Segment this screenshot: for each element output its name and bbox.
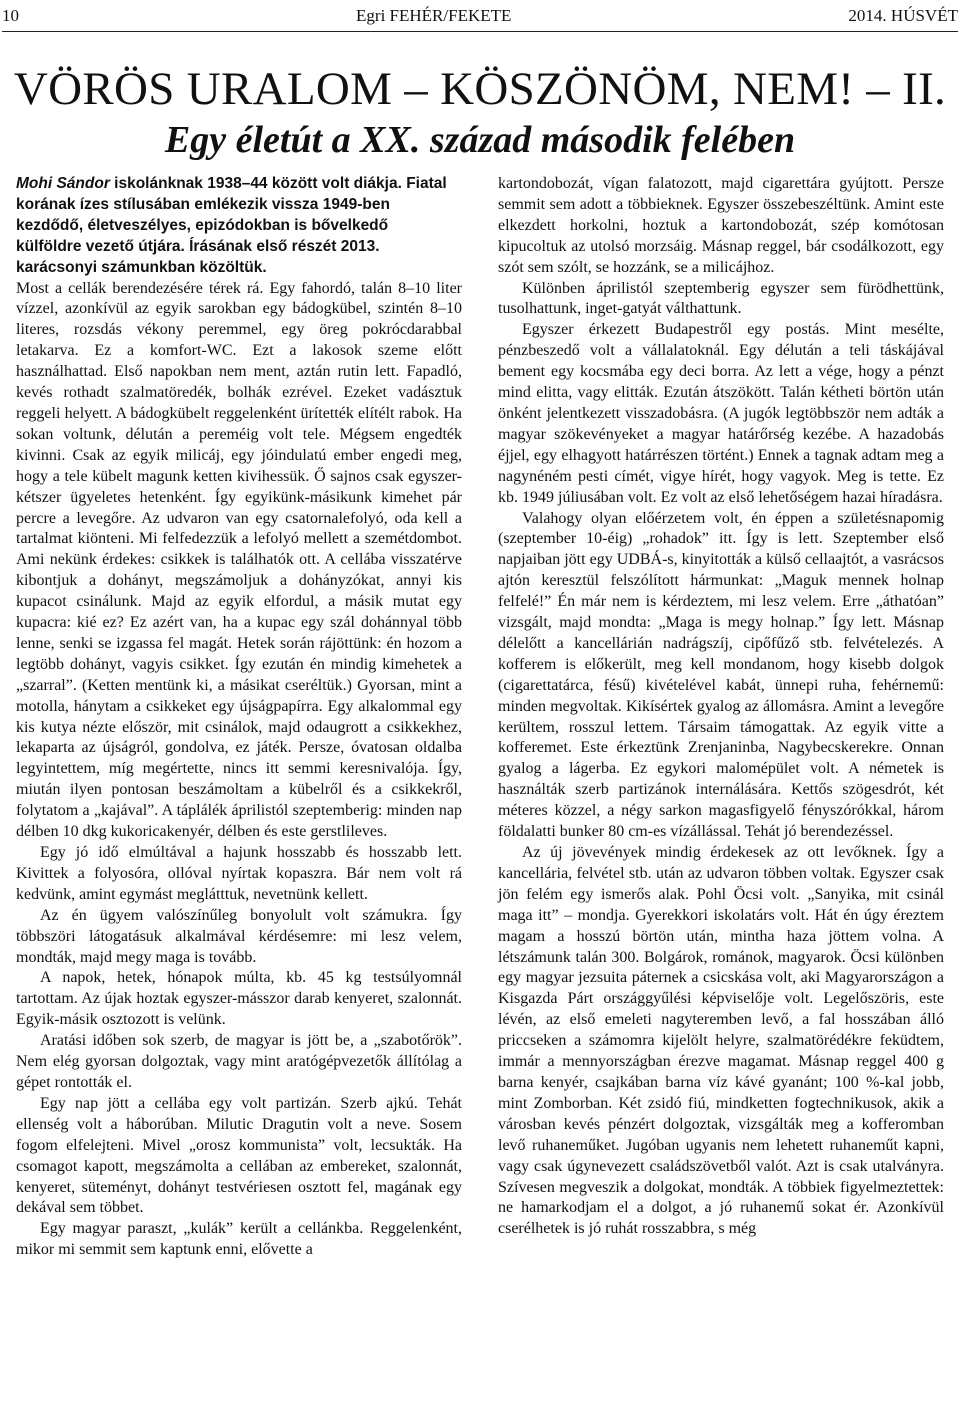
page-number: 10	[2, 5, 19, 25]
left-column	[16, 174, 462, 1261]
paragraph: Egy magyar paraszt, „kulák” került a cellánkba. Reggelenként, mikor mi semmit sem kaptunk enni, elővette a	[16, 1220, 462, 1259]
paragraph: kartondobozát, vígan falatozott, majd cigarettára gyújtott. Persze semmit sem adott a többieknek. Egyszer összebeszéltünk. Amint este elkezdett horkolni, hoztuk a kartondobozát, szép komótosan kipucoltuk az utolsó morzsáig. Másnap reggel, bár csodálkozott, egy szót sem szólt, se hozzánk, se a milicájhoz.	[498, 175, 944, 276]
lead-text: iskolánknak 1938–44 között volt diákja. Fiatal korának ízes stílusában emlékezik vissza 1949-ben kezdődő, életveszélyes, epizódokban is bővelkedő külföldre vezető útjára. Írásának első részét 2013. karácsonyi számunkban közöltük.	[16, 175, 447, 276]
title-block	[0, 62, 960, 164]
paragraph: Különben áprilistól szeptemberig egyszer sem fürödhettünk, tusolhattunk, inget-gatyát válthattunk.	[498, 279, 944, 318]
issue-label: 2014. HÚSVÉT	[848, 5, 958, 25]
paragraph: Valahogy olyan előérzetem volt, én éppen a születésnapomig (szeptember 10-éig) „rohadok” itt. Így is lett. Szeptember első napjaiban jött egy UDBÁ-s, kinyitották a külső cellaajtót, a vasrácsos ajtón keresztül felszólított hármunkat: „Maguk mennek holnap felfelé!” Én már nem is kérdeztem, mi lesz velem. Erre „áthatóan” vizsgált, majd mondta: „Maga is megy holnap.” Így lett. Másnap délelőtt a kancellárián nadrágszíj, cipőfűző stb. felvételezés. A kofferem is előkerült, meg kell mondanom, hogy kisebb dolgok (cigarettatárca, fésű) kivételével kabát, ünnepi ruha, fehérnemű: minden megvoltak. Kikísértek gyalog az állomásra. Amint a levegőre kerültem, rosszul lettem. Társaim támogattak. Az egyik vitte a kofferemet. Este érkeztünk Zrenjaninba, Nagybecskerekre. Onnan gyalog a lágerba. Ez egykori malomépület volt. A németek is használták szerb partizánok internálására. Kettős szögesdrót, két méteres közzel, a négy sarkon magasfigyelő fényszórókkal, három földalatti bunker 80 cm-es vízállással. Tehát jó berendezéssel.	[498, 509, 944, 841]
paragraph: Most a cellák berendezésére térek rá. Egy fahordó, talán 8–10 liter vízzel, azonkívül az egyik sarokban egy bádogkübel, szintén 8–10 literes, rozsdás vékony peremmel, egy öreg pokrócdarabbal letakarva. Ez a komfort-WC. Ezt a lakosok szeme előtt használhattad. Első napokban nem ment, aztán rutin lett. Fapadló, kevés rothadt szalmatöredék, bolhák ezrével. Ezeket vadásztuk reggeli helyett. A bádogkübelt reggelenként ürítették elítélt rabok. Ha sokan voltunk, délután a pereméig volt tele. Mégsem engedték kivinni. Csak az egyik milicáj, egy jóindulatú ember engedi meg, hogy a tele kübelt magunk ketten kivihessük. Ő sajnos csak egyszer-kétszer ügyeletes hetenként. Így egyikünk-másikunk kimehet pár percre a levegőre. Az udvaron van egy csatornalefolyó, oda kell a tartalmat kiönteni. Mi felfedezzük a lefolyó mellett a szemétdombot. Ami nekünk érdekes: csikkek is találhatók ott. A cellába visszatérve kibontjuk a dohányt, megszámoljuk a dohányzókat, annyi kis kupacot csinálunk. Majd az egyik elfordul, a másik mutat egy kupacra: kié ez? Ez azért van, ha a kupac egy szál dohánnyal több lenne, senki se izgassa fel magát. Hetek során rájöttünk: én hozom a legtöbb dohányt, vagyis csikket. Így ezután én mindig kimehetek a „szarral”. (Ketten mentünk ki, a másikat cseréltük.) Gyorsan, mint a motolla, hánytam a csikkeket egy újságpapírra. Egy alkalommal egy kis kutya nézte először, mit csinálok, majd odaugrott a csikkekhez, lekaparta az újságról, gondolva, ez játék. Persze, óvatosan oldalba legyintettem, míg megértette, nincs itt semmi keresnivalója. Így, miután ilyen pontosan beszámoltam a kübelről és a csikkekről, folytatom a „kajával”. A táplálék áprilistól szeptemberig: minden nap délben 10 dkg kukoricakenyér, délben és este gerstlileves.	[16, 279, 462, 841]
page-header	[2, 0, 958, 32]
paragraph: A napok, hetek, hónapok múlta, kb. 45 kg testsúlyomnál tartottam. Az újak hoztak egyszer-másszor darab kenyeret, szalonnát. Egyik-másik osztozott is velünk.	[16, 969, 462, 1029]
article-subtitle: Egy életút a XX. század második felében	[164, 119, 796, 161]
paragraph: Egy nap jött a cellába egy volt partizán. Szerb ajkú. Tehát ellenség volt a háborúban. Milutic Dragutin volt a neve. Sosem fogom elfelejteni. Mivel „orosz kommunista” volt, lecsukták. Ha csomagot kapott, megszámolta a cellában az embereket, szalonnát, kenyeret, süteményt, dohányt testvériesen osztott fel, magának egy dekával sem többet.	[16, 1094, 462, 1217]
right-column	[498, 174, 944, 1240]
paragraph: Az én ügyem valószínűleg bonyolult volt számukra. Így többszöri látogatásuk alkalmával kérdésemre: mi lesz velem, mondták, majd megy maga is tovább.	[16, 906, 462, 966]
paragraph: Egyszer érkezett Budapestről egy postás. Mint mesélte, pénzbeszedő volt a vállalatoknál. Egy délután a teli táskájával bement egy kocsmába egy deci borra. Az lett a vége, hogy a pénzt mind elitta, vagy elitták. Ezután átszökött. Talán kétheti börtön után önként jelentkezett visszadobásra. (A jugók legtöbbször nem adták a magyar szökevényeket a magyar határőrség kezébe. A hazadobás éjjel, egy elhagyott határrészen történt.) Ennek a tagnak adtam meg a nagynéném pesti címét, vigye hírét, hogy vagyok. Meg is tette. Ez kb. 1949 júliusában volt. Ez volt az első lehetőségem hazai híradásra.	[498, 321, 944, 506]
paragraph: Az új jövevények mindig érdekesek az ott levőknek. Így a kancellária, felvétel stb. után az udvaron többen voltak. Egyszer csak jön felém egy ismerős alak. Pohl Öcsi volt. „Sanyika, mit csinál maga itt” – mondja. Gyerekkori iskolatárs volt. Hát én úgy éreztem magam a hosszú börtön után, mintha haza jöttem volna. A létszámunk talán 300. Bolgárok, románok, magyarok. Öcsi különben egy magyar jezsuita páternek a csicskása volt, aki Magyarországon a Kisgazda Párt országgyűlési képviselője volt. Legelőszöris, este lévén, az első emeleti nagyteremben levő, a fal hosszában álló priccseken a számomra kijelölt helyre, szalmatörédékre feküdtem, immár a mennyországban érezve magamat. Másnap reggel 400 g barna kenyér, csajkában barna víz kávé gyanánt; 100 %-kal jobb, mint Zomborban. Két zsidó fiú, mindketten fogtechnikusok, akik a városban kevés pénzért dolgoztak, vizsgálták meg a kofferomban levő ruhaneműket. Jugóban ugyanis nem lehetett ruhaneműt kapni, vagy csak úgynevezett családszövetből valót. Azt is csak utalványra. Szívesen megveszik a dolgokat, mondták. A többiek figyelmeztettek: ne hamarkodjam el a dolgot, a jó ruhanemű sokat ér. Azonkívül cserélhetek is jó ruhát rosszabbra, s még	[498, 844, 944, 1238]
article-title: VÖRÖS URALOM – KÖSZÖNÖM, NEM! – II.	[13, 63, 947, 115]
newspaper-name: Egri FEHÉR/FEKETE	[356, 5, 512, 25]
lead-author: Mohi Sándor	[16, 175, 110, 192]
article-lead	[16, 174, 462, 279]
paragraph: Aratási időben sok szerb, de magyar is jött be, a „szabotőrök”. Nem elég gyorsan dolgoztak, vagy mint aratógépvezetők állítólag a gépet rontották el.	[16, 1032, 462, 1091]
paragraph: Egy jó idő elmúltával a hajunk hosszabb és hosszabb lett. Kivittek a folyosóra, ollóval nyírtak kopaszra. Bár nem volt rá kedvünk, amint egymást meglátttuk, nevetnünk kellett.	[16, 844, 462, 903]
